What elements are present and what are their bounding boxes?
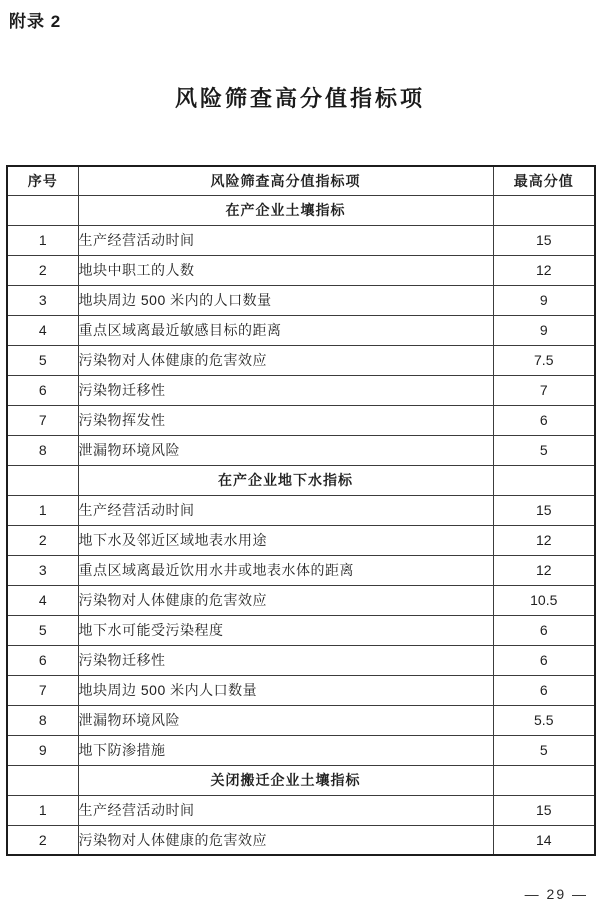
row-indicator: 地块中职工的人数 — [78, 255, 493, 285]
row-indicator: 重点区域离最近敏感目标的距离 — [78, 315, 493, 345]
row-max-score: 10.5 — [493, 585, 595, 615]
table-row — [7, 645, 595, 675]
header-max-score: 最高分值 — [493, 166, 595, 195]
row-max-score: 6 — [493, 645, 595, 675]
page-title: 风险筛查高分值指标项 — [174, 86, 425, 111]
row-max-score: 15 — [493, 225, 595, 255]
row-max-score: 6 — [493, 615, 595, 645]
table-row — [7, 675, 595, 705]
row-number: 8 — [7, 435, 78, 465]
row-number: 1 — [7, 795, 78, 825]
section-empty-score-cell — [493, 465, 595, 495]
row-number: 5 — [7, 615, 78, 645]
table-row — [7, 405, 595, 435]
header-no: 序号 — [7, 166, 78, 195]
row-number: 7 — [7, 675, 78, 705]
table-row — [7, 315, 595, 345]
row-indicator: 地块周边 500 米内的人口数量 — [78, 285, 493, 315]
row-number: 6 — [7, 375, 78, 405]
row-number: 6 — [7, 645, 78, 675]
row-number: 3 — [7, 285, 78, 315]
table-body — [7, 195, 595, 855]
row-number: 7 — [7, 405, 78, 435]
table-row — [7, 735, 595, 765]
header-indicator: 风险筛查高分值指标项 — [78, 166, 493, 195]
row-indicator: 重点区域离最近饮用水井或地表水体的距离 — [78, 555, 493, 585]
row-number: 4 — [7, 315, 78, 345]
row-max-score: 6 — [493, 675, 595, 705]
appendix-label: 附录 2 — [9, 12, 62, 31]
row-max-score: 15 — [493, 495, 595, 525]
row-number: 1 — [7, 225, 78, 255]
section-empty-score-cell — [493, 195, 595, 225]
page-number: — 29 — — [524, 886, 588, 902]
row-max-score: 9 — [493, 315, 595, 345]
row-number: 4 — [7, 585, 78, 615]
score-table — [6, 165, 596, 856]
row-indicator: 生产经营活动时间 — [78, 495, 493, 525]
row-indicator: 污染物迁移性 — [78, 375, 493, 405]
row-indicator: 污染物对人体健康的危害效应 — [78, 825, 493, 855]
section-empty-no-cell — [7, 195, 78, 225]
row-max-score: 12 — [493, 525, 595, 555]
row-number: 9 — [7, 735, 78, 765]
table-row — [7, 795, 595, 825]
row-max-score: 7.5 — [493, 345, 595, 375]
section-header-row — [7, 465, 595, 495]
table-row — [7, 375, 595, 405]
table-row — [7, 435, 595, 465]
row-indicator: 泄漏物环境风险 — [78, 705, 493, 735]
row-max-score: 14 — [493, 825, 595, 855]
table-row — [7, 255, 595, 285]
row-number: 3 — [7, 555, 78, 585]
row-max-score: 6 — [493, 405, 595, 435]
row-indicator: 生产经营活动时间 — [78, 225, 493, 255]
section-title: 关闭搬迁企业土壤指标 — [78, 765, 493, 795]
row-number: 2 — [7, 255, 78, 285]
row-indicator: 泄漏物环境风险 — [78, 435, 493, 465]
section-header-row — [7, 765, 595, 795]
table-row — [7, 345, 595, 375]
table-header-row — [7, 166, 595, 195]
row-indicator: 生产经营活动时间 — [78, 795, 493, 825]
row-number: 8 — [7, 705, 78, 735]
table-row — [7, 225, 595, 255]
section-empty-no-cell — [7, 465, 78, 495]
row-max-score: 9 — [493, 285, 595, 315]
row-number: 2 — [7, 825, 78, 855]
row-indicator: 地块周边 500 米内人口数量 — [78, 675, 493, 705]
row-max-score: 5.5 — [493, 705, 595, 735]
row-number: 5 — [7, 345, 78, 375]
row-number: 1 — [7, 495, 78, 525]
section-empty-no-cell — [7, 765, 78, 795]
row-indicator: 污染物对人体健康的危害效应 — [78, 345, 493, 375]
table-row — [7, 585, 595, 615]
section-empty-score-cell — [493, 765, 595, 795]
row-number: 2 — [7, 525, 78, 555]
row-indicator: 地下水可能受污染程度 — [78, 615, 493, 645]
row-indicator: 污染物挥发性 — [78, 405, 493, 435]
section-title: 在产企业地下水指标 — [78, 465, 493, 495]
table-row — [7, 705, 595, 735]
table-row — [7, 525, 595, 555]
table-row — [7, 825, 595, 855]
row-max-score: 12 — [493, 255, 595, 285]
table-row — [7, 495, 595, 525]
row-max-score: 12 — [493, 555, 595, 585]
row-max-score: 5 — [493, 735, 595, 765]
row-indicator: 地下水及邻近区域地表水用途 — [78, 525, 493, 555]
table-row — [7, 285, 595, 315]
section-title: 在产企业土壤指标 — [78, 195, 493, 225]
row-max-score: 5 — [493, 435, 595, 465]
row-indicator: 污染物迁移性 — [78, 645, 493, 675]
row-max-score: 7 — [493, 375, 595, 405]
row-indicator: 地下防渗措施 — [78, 735, 493, 765]
table-row — [7, 555, 595, 585]
row-indicator: 污染物对人体健康的危害效应 — [78, 585, 493, 615]
row-max-score: 15 — [493, 795, 595, 825]
table-row — [7, 615, 595, 645]
section-header-row — [7, 195, 595, 225]
